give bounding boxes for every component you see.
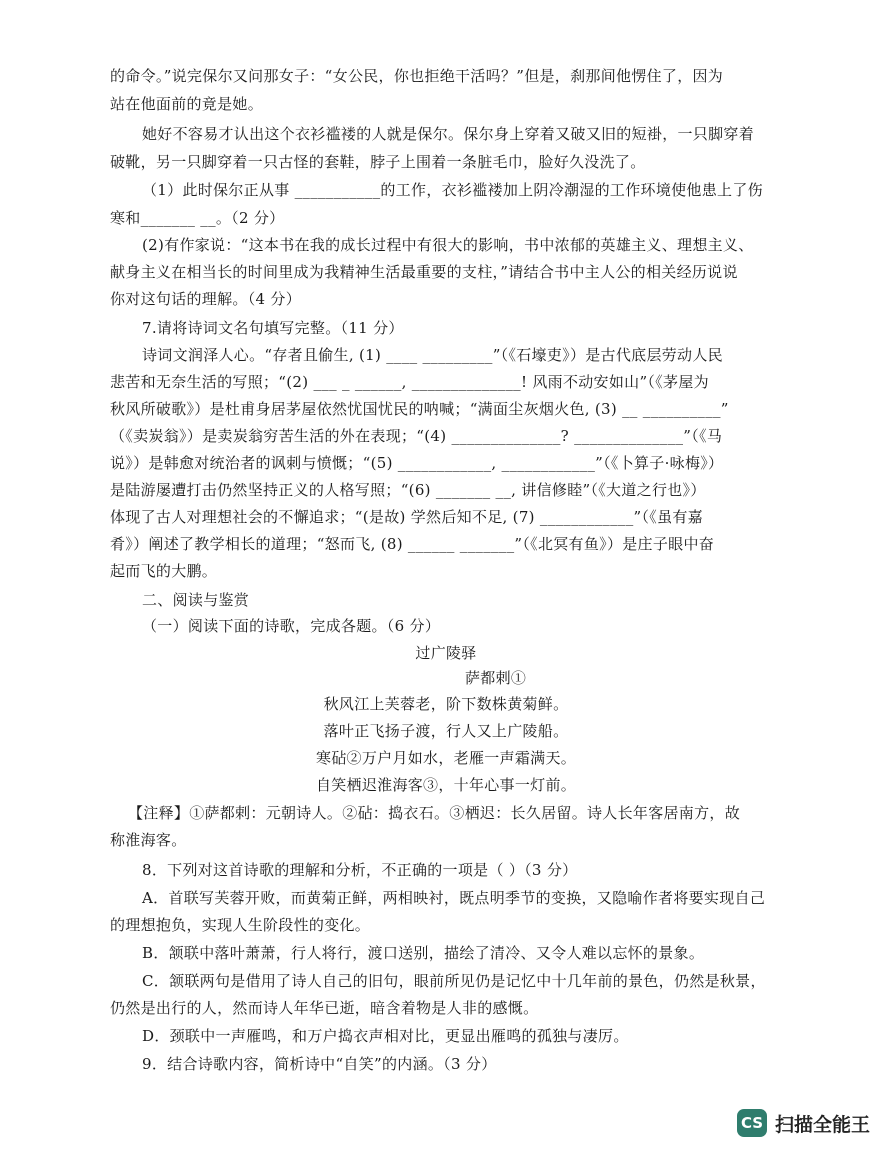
question-6-2: (2)有作家说：“这本书在我的成长过程中有很大的影响，书中浓郁的英雄主义、理想主义、 [142, 236, 754, 254]
text-line: 破靴，另一只脚穿着一只古怪的套鞋，脖子上围着一条脏毛巾，脸好久没洗了。 [110, 153, 646, 171]
poem-author: 萨都剌① [465, 669, 527, 687]
question-7-heading: 7.请将诗词文名句填写完整。（11 分） [142, 319, 404, 337]
text-line: 悲苦和无奈生活的写照；“(2) ___ _ ______, ______________! 风雨不动安如山”（《茅屋为 [110, 373, 709, 391]
text-line: 她好不容易才认出这个衣衫褴褛的人就是保尔。保尔身上穿着又破又旧的短褂，一只脚穿着 [142, 125, 755, 143]
question-8: 8．下列对这首诗歌的理解和分析，不正确的一项是（ ）（3 分） [142, 861, 578, 879]
text-line: 的命令。”说完保尔又问那女子：“女公民，你也拒绝干活吗？”但是，刹那间他愣住了，因为 [110, 67, 724, 85]
text-line: 是陆游屡遭打击仍然坚持正义的人格写照；“(6) _______ __, 讲信修睦”（《大道之行也》） [110, 481, 706, 499]
poem-line: 寒砧②万户月如水，老雁一声霜满天。 [315, 749, 577, 767]
text-line: 站在他面前的竟是她。 [110, 95, 264, 113]
watermark-text: 扫描全能王 [774, 1113, 870, 1136]
text-line: （《卖炭翁》）是卖炭翁穷苦生活的外在表现；“(4) ______________? ______________”（《马 [110, 427, 723, 445]
poem-notes: 【注释】①萨都剌：元朝诗人。②砧：捣衣石。③栖迟：长久居留。诗人长年客居南方，故 [128, 804, 741, 822]
text-line: 诗词文润泽人心。“存者且偷生, (1) ____ _________”（《石壕吏》）是古代底层劳动人民 [142, 346, 723, 364]
scanner-watermark [737, 1109, 870, 1137]
text-line: 寒和_______ __。（2 分） [110, 209, 285, 227]
text-line: 起而飞的大鹏。 [110, 562, 218, 580]
option-b: B．颔联中落叶萧萧，行人将行，渡口送别，描绘了清冷、又令人难以忘怀的景象。 [142, 944, 705, 962]
option-c: C．颔联两句是借用了诗人自己的旧句，眼前所见仍是记忆中十几年前的景色，仍然是秋景， [142, 972, 766, 990]
poem-line: 秋风江上芙蓉老，阶下数株黄菊鲜。 [323, 695, 569, 713]
text-line: 你对这句话的理解。（4 分） [110, 290, 302, 308]
text-line: 说》）是韩愈对统治者的讽刺与愤慨；“(5) ____________, ____________”（《卜算子·咏梅》） [110, 454, 724, 472]
option-a: A．首联写芙蓉开败，而黄菊正鲜，两相映衬，既点明季节的变换，又隐喻作者将要实现自己 [142, 889, 766, 907]
camscanner-logo-icon: CS [737, 1109, 767, 1137]
text-line: 肴》）阐述了教学相长的道理；“怒而飞, (8) ______ _______”（《北冥有鱼》）是庄子眼中奋 [110, 535, 715, 553]
poem-notes: 称淮海客。 [110, 831, 187, 849]
poem-line: 自笑栖迟淮海客③，十年心事一灯前。 [315, 776, 577, 794]
section-heading: 二、阅读与鉴赏 [142, 591, 250, 609]
subsection-heading: （一）阅读下面的诗歌，完成各题。（6 分） [142, 617, 441, 635]
question-9: 9．结合诗歌内容，简析诗中“自笑”的内涵。（3 分） [142, 1055, 497, 1073]
text-line: 秋风所破歌》）是杜甫身居茅屋依然忧国忧民的呐喊；“满面尘灰烟火色, (3) __ __________” [110, 400, 729, 418]
text-line: 体现了古人对理想社会的不懈追求；“(是故) 学然后知不足, (7) ____________”（《虽有嘉 [110, 508, 703, 526]
option-a-cont: 的理想抱负，实现人生阶段性的变化。 [110, 916, 371, 934]
option-d: D．颈联中一声雁鸣，和万户捣衣声相对比，更显出雁鸣的孤独与凄厉。 [142, 1027, 629, 1045]
poem-title: 过广陵驿 [415, 644, 477, 662]
poem-line: 落叶正飞扬子渡，行人又上广陵船。 [323, 722, 569, 740]
question-6-1: （1）此时保尔正从事 ___________的工作，衣衫褴褛加上阴冷潮湿的工作环境使他患上了伤 [142, 181, 763, 199]
option-c-cont: 仍然是出行的人，然而诗人年华已逝，暗含着物是人非的感慨。 [110, 999, 539, 1017]
text-line: 献身主义在相当长的时间里成为我精神生活最重要的支柱，”请结合书中主人公的相关经历说说 [110, 263, 738, 281]
